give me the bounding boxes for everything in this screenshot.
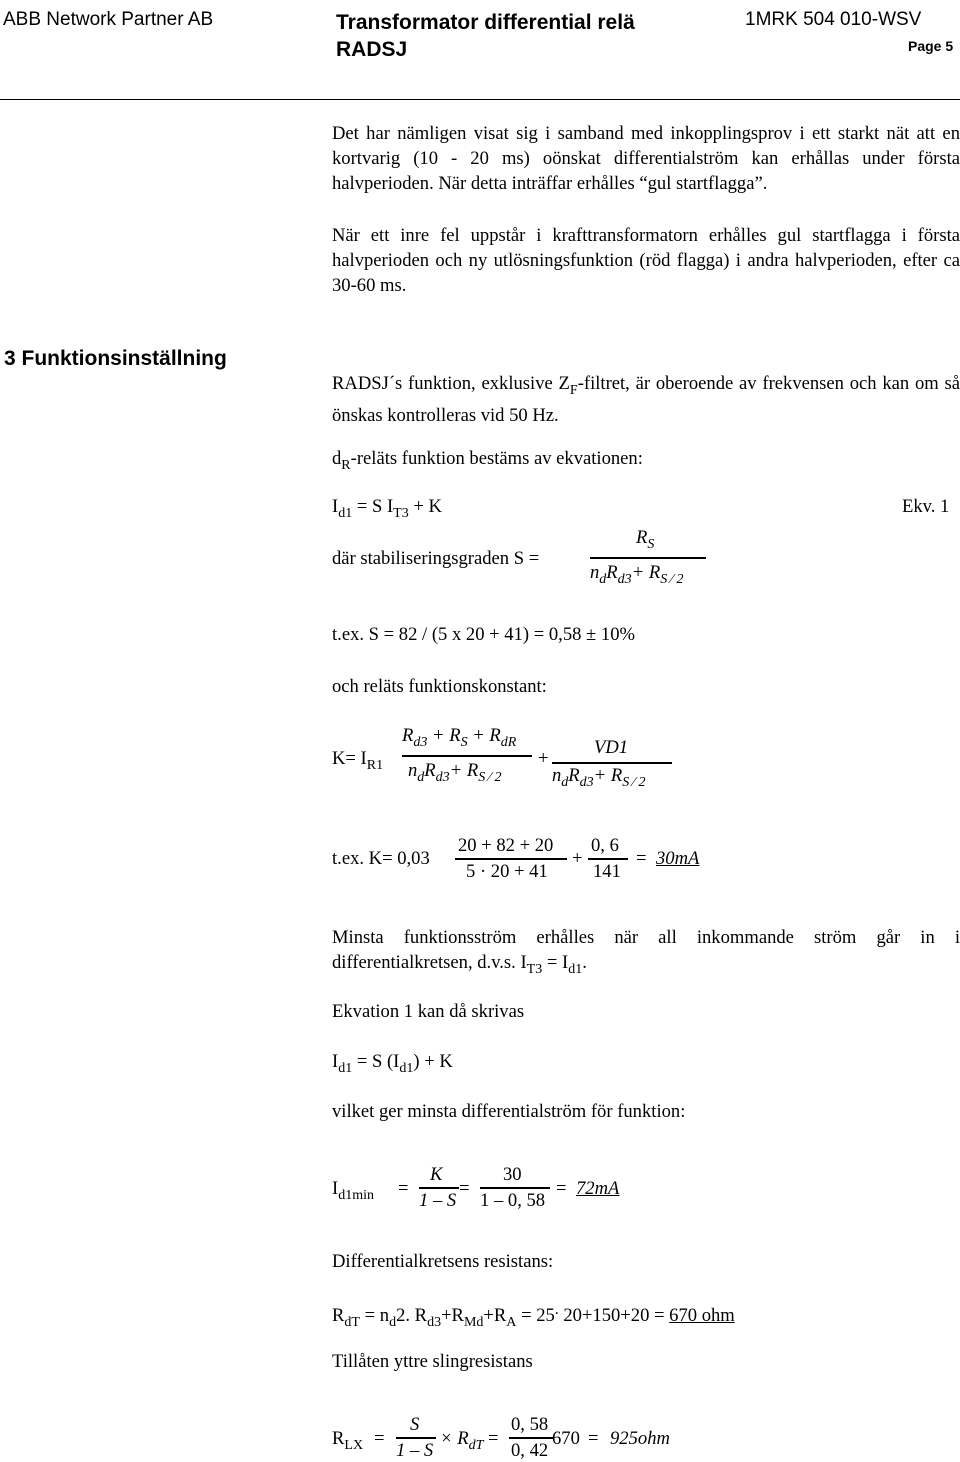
imin-lhs <box>332 1178 374 1204</box>
k-fraction-bar-2 <box>552 762 672 764</box>
imin-equals-1: = <box>398 1178 409 1199</box>
k-n1-c: + R <box>467 725 501 746</box>
imin-numerator-1: K <box>430 1164 443 1185</box>
k-n1-a: R <box>402 725 414 746</box>
imin-denominator-1: 1 – S <box>419 1190 457 1211</box>
min-sub-t3: T3 <box>526 962 543 977</box>
rlx-fraction-bar-1 <box>396 1437 436 1439</box>
rdt-e: +R <box>483 1305 507 1327</box>
ex2-numerator-1: 20 + 82 + 20 <box>458 835 554 856</box>
rlx-670: 670 <box>552 1428 580 1449</box>
rlx-r: R <box>332 1428 345 1449</box>
k-n1-s: S <box>460 735 468 750</box>
header-doc-id: 1MRK 504 010-WSV <box>745 9 922 30</box>
k-d2-plus: + R <box>593 765 623 786</box>
eq1-end: + K <box>408 496 442 517</box>
rdt-f: = 25 <box>516 1305 555 1327</box>
k-sub-r1: R1 <box>366 758 384 773</box>
min-text-a: Minsta funktionsström erhålles när all inkommande ström går in i differentialkretsen, d.v.s. I <box>332 927 960 973</box>
equation-1 <box>332 496 442 522</box>
min-end: . <box>582 952 587 973</box>
k-d2-r: R <box>568 765 580 786</box>
rdt-md: Md <box>463 1315 484 1331</box>
allowed-resistance-label: Tillåten yttre slingresistans <box>332 1351 533 1372</box>
stab-den-s2: S ⁄ 2 <box>660 572 684 587</box>
stab-den-d: d <box>599 572 607 587</box>
rlx-equals-2: = <box>488 1428 499 1449</box>
header-page-number: Page 5 <box>908 38 954 54</box>
k-eq-text: K= I <box>332 748 367 769</box>
ex2-denominator-2: 141 <box>593 861 621 882</box>
eq2-c: ) + K <box>413 1051 453 1072</box>
header-company: ABB Network Partner AB <box>3 9 214 30</box>
intro-paragraph-1: Det har nämligen visat sig i samband med inkopplingsprov i ett starkt nät att en kortvarig (10 - 20 ms) oönskat differentialström kan erhållas under första halvperioden. När detta inträffar erhålles “gul startflagga”. <box>332 123 960 194</box>
equation-2 <box>332 1051 453 1077</box>
p2-subscript: R <box>341 458 351 473</box>
ex2-result: 30mA <box>656 848 700 869</box>
rdt-d3: d3 <box>427 1315 442 1331</box>
stab-den-d3: d3 <box>617 572 632 587</box>
k-plus: + <box>538 748 549 769</box>
rlx-equals-1: = <box>374 1428 385 1449</box>
section-paragraph-1 <box>332 371 960 428</box>
eq1-mid: = S I <box>352 496 394 517</box>
rlx-times-text: × R <box>440 1428 469 1449</box>
stab-den-n: n <box>590 562 600 583</box>
minimum-current-paragraph <box>332 925 960 982</box>
ex2-numerator-2: 0, 6 <box>591 835 619 856</box>
header-divider <box>0 99 960 100</box>
rdt-dot: . <box>554 1301 559 1318</box>
rdt-b: 2. R <box>396 1305 428 1327</box>
stab-den-r: R <box>606 562 618 583</box>
rdt-r: R <box>332 1305 345 1327</box>
k-d1-n: n <box>408 760 418 781</box>
stab-numerator <box>636 527 654 553</box>
rdt-a: = n <box>359 1305 390 1327</box>
example-1: t.ex. S = 82 / (5 x 20 + 41) = 0,58 ± 10% <box>332 624 635 645</box>
ex2-equals: = <box>636 848 647 869</box>
rlx-numerator-2: 0, 58 <box>511 1414 549 1435</box>
rdt-c: +R <box>441 1305 464 1327</box>
header-title-line2: RADSJ <box>336 38 408 61</box>
min-differential-label: vilket ger minsta differentialström för funktion: <box>332 1101 686 1122</box>
rdt-sub: dT <box>344 1315 360 1331</box>
header-title-line1: Transformator differential relä <box>336 11 635 34</box>
rlx-denominator-2: 0, 42 <box>511 1440 549 1461</box>
imin-fraction-bar-1 <box>419 1187 459 1189</box>
section-heading: 3 Funktionsinställning <box>4 347 227 370</box>
k-d1-plus: + R <box>449 760 479 781</box>
k-d1-d3: d3 <box>435 770 450 785</box>
k-numerator-2: VD1 <box>594 737 629 758</box>
k-equation-lhs <box>332 748 383 774</box>
min-mid: = I <box>542 952 569 973</box>
imin-i: I <box>332 1178 339 1199</box>
stab-denominator <box>590 562 684 588</box>
imin-sub: d1min <box>338 1188 374 1203</box>
ex2-fraction-bar-2 <box>588 858 628 860</box>
rlx-sub-dt: dT <box>468 1438 484 1453</box>
equation-1-label: Ekv. 1 <box>902 496 950 517</box>
imin-denominator-2: 1 – 0, 58 <box>480 1190 546 1211</box>
k-d2-d3: d3 <box>579 775 594 790</box>
k-d1-d: d <box>417 770 425 785</box>
intro-paragraph-2: När ett inre fel uppstår i krafttransformatorn erhålles gul startflagga i första halvperioden och ny utlösningsfunktion (röd flagga) i andra halvperioden, efter ca 30-60 ms. <box>332 225 960 296</box>
imin-numerator-2: 30 <box>503 1164 522 1185</box>
rlx-numerator-1: S <box>410 1414 420 1435</box>
rdt-d: d <box>389 1315 397 1331</box>
imin-equals-3: = <box>556 1178 567 1199</box>
imin-equals-2: = <box>459 1178 470 1199</box>
ex2-fraction-bar-1 <box>455 858 567 860</box>
stab-num-r: R <box>636 527 648 548</box>
rdt-result: 670 ohm <box>669 1305 735 1327</box>
ex2-plus: + <box>572 848 583 869</box>
k-n1-b: + R <box>427 725 461 746</box>
rlx-fraction-bar-2 <box>509 1437 553 1439</box>
rlx-times <box>440 1428 483 1454</box>
ex2-denominator-1: 5 · 20 + 41 <box>466 861 548 882</box>
rlx-sub: LX <box>344 1438 364 1453</box>
header-title <box>336 9 635 63</box>
k-fraction-bar-1 <box>402 755 532 757</box>
rlx-equals-3: = <box>588 1428 599 1449</box>
k-n1-dr: dR <box>500 735 517 750</box>
p2-text-a: d <box>332 448 342 469</box>
eq2-a: I <box>332 1051 339 1072</box>
eq2-sub-d1: d1 <box>338 1061 353 1076</box>
stab-fraction-bar <box>590 557 706 559</box>
eq1-i: I <box>332 496 339 517</box>
example-2-label: t.ex. K= 0,03 <box>332 848 430 869</box>
section-paragraph-2 <box>332 448 643 474</box>
k-d2-n: n <box>552 765 562 786</box>
k-d1-s2: S ⁄ 2 <box>478 770 502 785</box>
k-denominator-2 <box>552 765 646 791</box>
k-numerator-1 <box>402 725 516 751</box>
rdt-g: 20+150+20 = <box>558 1305 670 1327</box>
rlx-denominator-1: 1 – S <box>396 1440 434 1461</box>
k-d1-r: R <box>424 760 436 781</box>
rdt-a-sub: A <box>506 1315 517 1331</box>
eq2-sub-d1b: d1 <box>399 1061 414 1076</box>
stab-den-plus: + R <box>631 562 661 583</box>
imin-result: 72mA <box>576 1178 620 1199</box>
min-sub-d1: d1 <box>568 962 583 977</box>
stab-num-sub: S <box>647 537 655 552</box>
constant-label: och reläts funktionskonstant: <box>332 676 547 697</box>
rlx-lhs <box>332 1428 363 1454</box>
rdt-equation <box>332 1301 735 1331</box>
eq1-sub-d1: d1 <box>338 506 353 521</box>
k-n1-d3: d3 <box>413 735 428 750</box>
p1-text-a: RADSJ´s funktion, exklusive Z <box>332 373 570 394</box>
k-d2-s2: S ⁄ 2 <box>622 775 646 790</box>
resistance-label: Differentialkretsens resistans: <box>332 1251 554 1272</box>
p1-text-b: -filtret, är oberoende av frekvensen och kan om så önskas kontrolleras vid 50 Hz. <box>332 373 960 426</box>
k-d2-d: d <box>561 775 569 790</box>
imin-fraction-bar-2 <box>480 1187 550 1189</box>
p2-text-b: -reläts funktion bestäms av ekvationen: <box>350 448 643 469</box>
stabilisation-label: där stabiliseringsgraden S = <box>332 548 540 569</box>
rlx-result: 925ohm <box>610 1428 670 1449</box>
eq1-sub-t3: T3 <box>393 506 409 521</box>
eq2-b: = S (I <box>352 1051 400 1072</box>
k-denominator-1 <box>408 760 502 786</box>
p1-subscript: F <box>569 383 578 398</box>
equation-rewrite-label: Ekvation 1 kan då skrivas <box>332 1001 525 1022</box>
